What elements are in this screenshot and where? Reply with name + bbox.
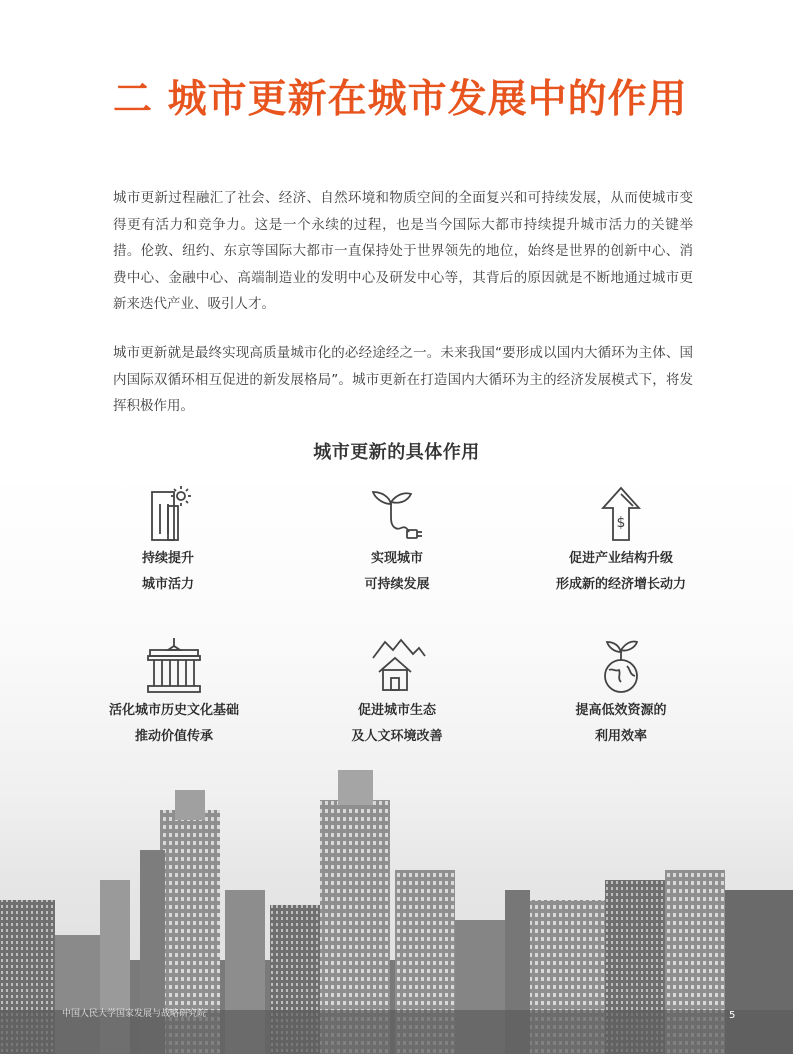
role-label-line2: 可持续发展	[364, 577, 430, 592]
building-sun-icon	[138, 484, 198, 544]
role-item-heritage	[74, 636, 274, 750]
role-label-line2: 城市活力	[141, 577, 194, 592]
role-item-urban-vitality	[68, 484, 268, 598]
second-paragraph: 城市更新就是最终实现高质量城市化的必经途经之一。未来我国“要形成以国内大循环为主体、国内国际双循环相互促进的新发展格局”。城市更新在打造国内大循环为主的经济发展模式下，将发挥积极作用。	[113, 345, 693, 414]
role-label-line1: 提高低效资源的	[575, 703, 667, 718]
role-label-line2: 推动价值传承	[134, 729, 213, 744]
role-label-line1: 持续提升	[141, 551, 194, 566]
page-title: 二 城市更新在城市发展中的作用	[113, 77, 688, 122]
footer-text: 中国人民大学国家发展与战略研究院	[62, 1009, 207, 1019]
role-item-ecology	[297, 636, 497, 750]
arrow-dollar-icon	[591, 484, 651, 544]
role-label-line2: 及人文环境改善	[351, 729, 443, 744]
svg-text:$: $	[616, 515, 626, 531]
role-item-efficiency	[521, 636, 721, 750]
role-label-line1: 实现城市	[370, 551, 423, 566]
role-item-industry-upgrade	[521, 484, 721, 598]
role-label-line1: 促进城市生态	[357, 703, 436, 718]
role-label-line2: 形成新的经济增长动力	[555, 577, 686, 592]
page-number: 5	[729, 1010, 736, 1021]
gate-icon	[144, 636, 204, 696]
role-item-sustainable	[297, 484, 497, 598]
section-title: 城市更新的具体作用	[313, 442, 480, 463]
role-label-line1: 促进产业结构升级	[568, 551, 673, 566]
intro-paragraph: 城市更新过程融汇了社会、经济、自然环境和物质空间的全面复兴和可持续发展，从而使城市变得更有活力和竞争力。这是一个永续的过程，也是当今国际大都市持续提升城市活力的关键举措。伦敦、纽约、东京等国际大都市一直保持处于世界领先的地位，始终是世界的创新中心、消费中心、金融中心、高端制造业的发明中心及研发中心等，其背后的原因就是不断地通过城市更新来迭代产业、吸引人才。	[113, 190, 693, 312]
role-label-line2: 利用效率	[594, 729, 647, 744]
house-mountain-icon	[367, 636, 427, 696]
plant-plug-icon	[367, 484, 427, 544]
role-label-line1: 活化城市历史文化基础	[108, 703, 239, 718]
globe-sprout-icon	[591, 636, 651, 696]
